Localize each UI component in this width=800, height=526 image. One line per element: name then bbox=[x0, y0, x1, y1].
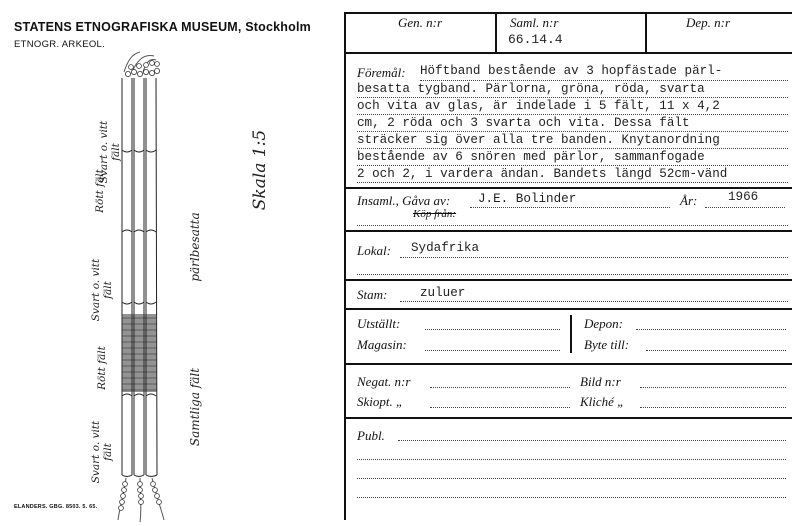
lokal-dots-2 bbox=[357, 274, 788, 275]
foremal-line-5: sträcker sig över alla tre banden. Knytanordning bbox=[357, 133, 720, 147]
foremal-line-2: besatta tygband. Pärlorna, gröna, röda, svarta bbox=[357, 82, 705, 96]
sketch-note-1: Svart o. vitt fält bbox=[98, 120, 122, 184]
rule-after-foremal bbox=[344, 187, 792, 189]
stam-label: Stam: bbox=[357, 287, 388, 302]
negat-dots bbox=[430, 387, 570, 388]
kliche-label: Kliché „ bbox=[580, 394, 625, 409]
insaml-label: Insaml., Gåva av: bbox=[357, 193, 451, 208]
saml-label: Saml. n:r bbox=[510, 15, 559, 30]
museum-title: STATENS ETNOGRAFISKA MUSEUM, Stockholm bbox=[14, 20, 311, 34]
department-label: ETNOGR. ARKEOL. bbox=[14, 39, 106, 50]
lokal-dots-1 bbox=[400, 257, 788, 258]
stam-dots bbox=[400, 301, 788, 302]
sketch-note-4: Rött fält bbox=[96, 346, 108, 390]
rule-after-lokal bbox=[344, 279, 792, 281]
insaml-dots bbox=[470, 207, 670, 208]
skiopt-dots bbox=[430, 407, 570, 408]
byte-label: Byte till: bbox=[584, 337, 630, 352]
rule-after-storage bbox=[344, 363, 792, 365]
sketch-note-2: Rött fält bbox=[94, 169, 106, 213]
kop-label: Köp från: bbox=[413, 208, 457, 220]
depon-dots bbox=[636, 329, 786, 330]
bild-label: Bild n:r bbox=[580, 374, 621, 389]
foremal-label: Föremål: bbox=[357, 65, 406, 80]
gen-label: Gen. n:r bbox=[398, 15, 443, 30]
depon-divider bbox=[570, 315, 572, 353]
sketch-note-3: Svart o. vitt fält bbox=[90, 258, 114, 322]
utstallt-label: Utställt: bbox=[357, 316, 401, 331]
rule-after-numbers bbox=[344, 52, 792, 54]
dep-label: Dep. n:r bbox=[686, 15, 731, 30]
publ-dots-4 bbox=[357, 497, 786, 498]
publ-dots-3 bbox=[357, 478, 786, 479]
bild-dots bbox=[640, 387, 786, 388]
sketch-note-6: pärlbesatta bbox=[188, 212, 202, 282]
lokal-label: Lokal: bbox=[357, 243, 391, 258]
foremal-line-1: Höftband bestående av 3 hopfästade pärl- bbox=[420, 64, 723, 78]
ar-value: 1966 bbox=[728, 190, 759, 204]
foremal-line-3: och vita av glas, är indelade i 5 fält, 11 x 4,2 bbox=[357, 99, 720, 113]
insaml-dots-2 bbox=[357, 225, 788, 226]
skiopt-label: Skiopt. „ bbox=[357, 394, 404, 409]
publ-dots-1 bbox=[398, 440, 786, 441]
foremal-dots-7 bbox=[357, 182, 788, 183]
sketch-note-7: Samtliga fält bbox=[188, 367, 202, 447]
belt-sketch bbox=[0, 0, 340, 526]
ar-label: År: bbox=[680, 193, 698, 208]
magasin-label: Magasin: bbox=[357, 337, 407, 352]
publ-dots-2 bbox=[357, 459, 786, 460]
foremal-line-7: 2 och 2, i vardera ändan. Bandets längd 52cm-vänd bbox=[357, 167, 728, 181]
saml-value: 66.14.4 bbox=[508, 32, 563, 47]
depon-label: Depon: bbox=[584, 316, 623, 331]
box-divider-2 bbox=[645, 12, 647, 52]
scale-note: Skala 1:5 bbox=[250, 129, 270, 211]
foremal-dots-4 bbox=[357, 131, 788, 132]
foremal-dots-3 bbox=[357, 114, 788, 115]
foremal-dots-6 bbox=[357, 165, 788, 166]
card-border-left bbox=[344, 12, 346, 520]
byte-dots bbox=[646, 350, 786, 351]
box-divider-1 bbox=[495, 12, 497, 52]
lokal-value: Sydafrika bbox=[411, 241, 480, 255]
insaml-value: J.E. Bolinder bbox=[478, 192, 577, 206]
kliche-dots bbox=[640, 407, 786, 408]
foremal-line-6: bestående av 6 snören med pärlor, sammanfogade bbox=[357, 150, 705, 164]
rule-after-photo bbox=[344, 417, 792, 419]
foremal-dots-2 bbox=[357, 97, 788, 98]
utstallt-dots bbox=[425, 329, 560, 330]
stam-value: zuluer bbox=[420, 286, 466, 300]
ar-dots bbox=[705, 207, 785, 208]
card-border-top bbox=[344, 12, 792, 14]
sketch-note-5: Svart o. vitt fält bbox=[90, 420, 114, 484]
magasin-dots bbox=[425, 350, 560, 351]
foremal-dots-1 bbox=[420, 80, 788, 81]
rule-after-insaml bbox=[344, 230, 792, 232]
printer-imprint: ELANDERS. GBG. 8503. 5. 65. bbox=[14, 504, 98, 510]
foremal-dots-5 bbox=[357, 148, 788, 149]
negat-label: Negat. n:r bbox=[357, 374, 411, 389]
publ-label: Publ. bbox=[357, 428, 385, 443]
foremal-line-4: cm, 2 röda och 3 svarta och vita. Dessa fält bbox=[357, 116, 690, 130]
rule-after-stam bbox=[344, 308, 792, 310]
